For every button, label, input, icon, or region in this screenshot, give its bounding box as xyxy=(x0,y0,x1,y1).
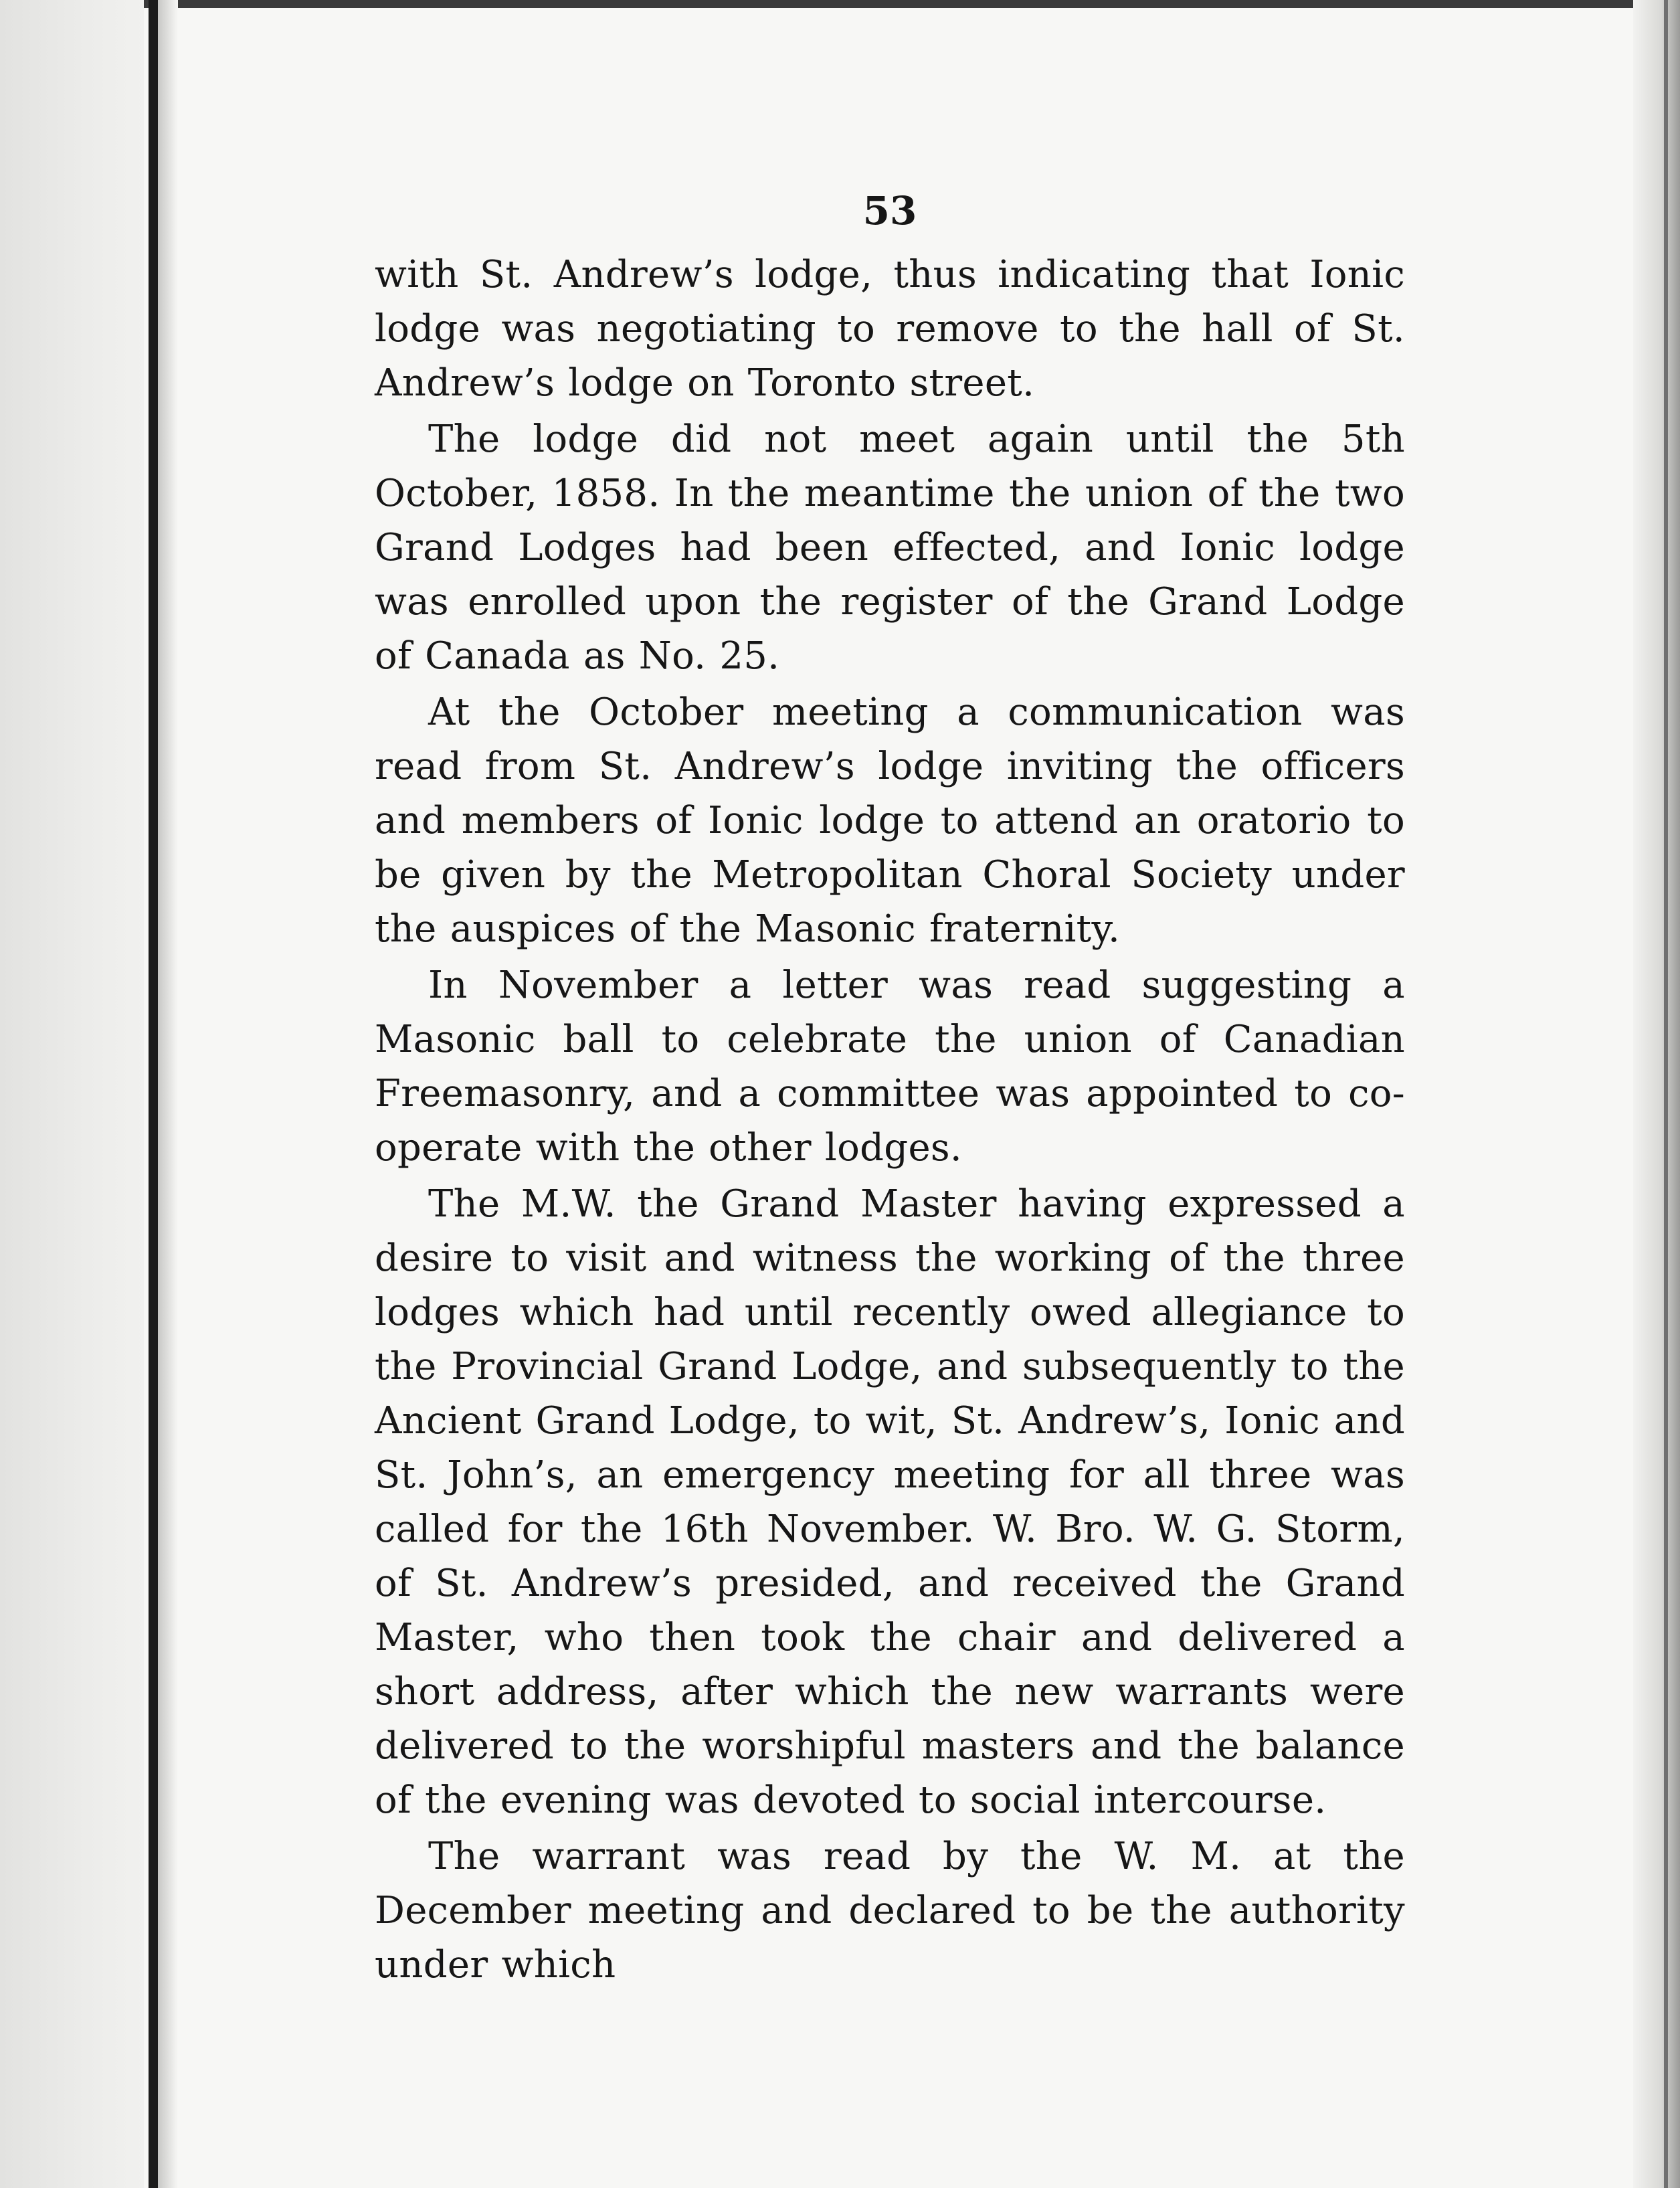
book-binding-line xyxy=(149,0,158,2188)
page-number: 53 xyxy=(862,188,917,234)
paragraph-3: At the October meeting a communication was read from St. Andrew’s lodge inviting the officers and members of Ionic lodge to attend an oratorio to be given by the Metropolitan Choral Society under the auspices of the Masonic fraternity. xyxy=(375,691,1405,951)
page-edge-line xyxy=(1664,0,1668,2188)
scan-left-margin xyxy=(0,0,144,2188)
book-page xyxy=(375,174,1405,1994)
paragraph-6: The warrant was read by the W. M. at the December meeting and declared to be the authority under which xyxy=(375,1835,1405,1987)
scan-right-edge xyxy=(1633,0,1680,2188)
page-body xyxy=(375,248,1405,1992)
scan-top-edge xyxy=(0,0,1680,8)
binding-shadow xyxy=(158,0,178,2188)
paragraph-4: In November a letter was read suggesting a Masonic ball to celebrate the union of Canadian Freemasonry, and a committee was appointed to co-operate with the other lodges. xyxy=(375,964,1405,1170)
paragraph-2: The lodge did not meet again until the 5th October, 1858. In the meantime the union of the two Grand Lodges had been effected, and Ionic lodge was enrolled upon the register of the Grand Lodge of Canada as No. 25. xyxy=(375,418,1405,678)
paragraph-1: with St. Andrew’s lodge, thus indicating that Ionic lodge was negotiating to remove to the hall of St. Andrew’s lodge on Toronto street. xyxy=(375,253,1405,405)
paragraph-5: The M.W. the Grand Master having expressed a desire to visit and witness the working of the three lodges which had until recently owed allegiance to the Provincial Grand Lodge, and subsequently to the Ancient Grand Lodge, to wit, St. Andrew’s, Ionic and St. John’s, an emergency meeting for all three was called for the 16th November. W. Bro. W. G. Storm, of St. Andrew’s presided, and received the Grand Master, who then took the chair and delivered a short address, after which the new warrants were delivered to the worshipful masters and the balance of the evening was devoted to social intercourse. xyxy=(375,1182,1405,1822)
